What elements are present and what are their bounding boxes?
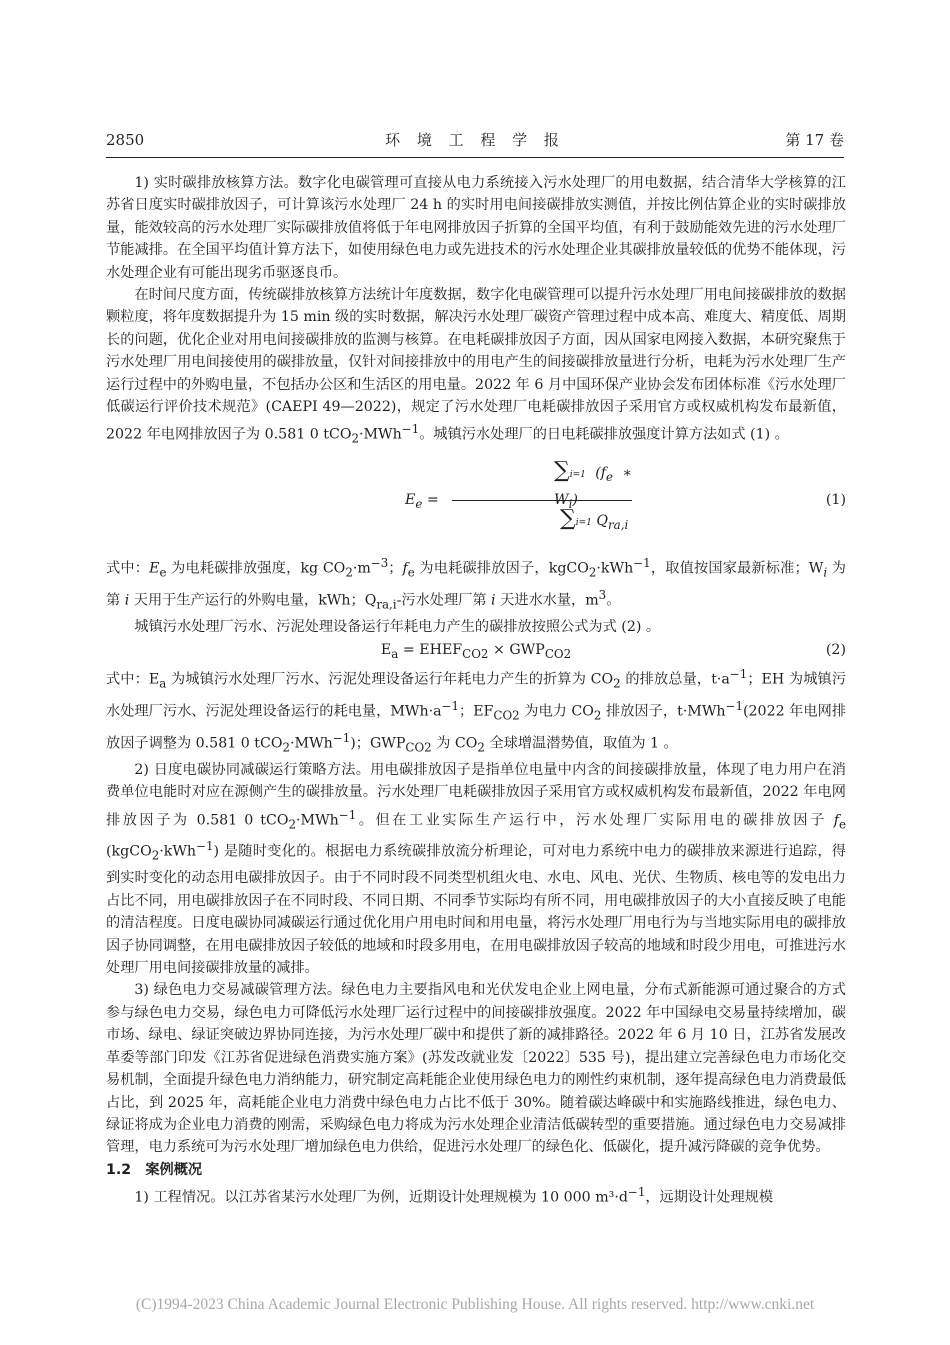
volume-label: 第 17 卷 — [785, 131, 844, 149]
journal-title: 环 境 工 程 学 报 — [385, 131, 565, 149]
paragraph-daily-strategy: 2) 日度电碳协同减碳运行策略方法。用电碳排放因子是指单位电量中内含的间接碳排放量，体现了电力用户在消费单位电能时对应在源侧产生的碳排放量。污水处理厂电耗碳排放因子采用官方或权威机构发布最新值，2022 年电网排放因子为 0.581 0 tCO$_2$·MWh$^{-1}$。但在工业实际生产运行中，污水处理厂实际用电的碳排放因子 $f_e$ (kgCO$_2$·kWh$^{-1}$) 是随时变化的。根据电力系统碳排放流分析理论，可对电力系统中电力的碳排放来源进行追踪，得到实时变化的动态用电碳排放因子。由于不同时段不同类型机组火电、水电、风电、光伏、生物质、核电等的发电出力占比不同，用电碳排放因子在不同时段、不同日期、不同季节实际均有所不同，用电碳排放因子的大小直接反映了电能的清洁程度。日度电碳协同减碳运行通过优化用户用电时间和用电量，将污水处理厂用电行为与当地实际用电的碳排放因子协同调整，在用电碳排放因子较低的地域和时段多用电，在用电碳排放因子较高的地域和时段少用电，可推进污水处理厂用电间接碳排放量的减排。 — [106, 761, 846, 977]
paragraph-project-info: 1) 工程情况。以江苏省某污水处理厂为例，近期设计处理规模为 10 000 $m^3\cdot d^{-1}$，远期设计处理规模 — [134, 1185, 774, 1206]
paragraph-eq2-intro: 城镇污水处理厂污水、污泥处理设备运行年耗电力产生的碳排放按照公式为式 (2) 。 — [134, 619, 661, 636]
copyright-footer: (C)1994-2023 China Academic Journal Electronic Publishing House. All rights reserved. http://www.cnki.net — [135, 1296, 815, 1313]
eq1-number: (1) — [825, 492, 846, 509]
paragraph-green-power: 3) 绿色电力交易减碳管理方法。绿色电力主要指风电和光伏发电企业上网电量，分布式新能源可通过聚合的方式参与绿色电力交易，绿色电力可降低污水处理厂运行过程中的间接碳排放强度。2022 年中国绿电交易量持续增加，碳市场、绿电、绿证突破边界协同连接，为污水处理厂碳中和提供了新的减排路径。2022 年 6 月 10 日，江苏省发展改革委等部门印发《江苏省促进绿色消费实施方案》(苏发改就业发〔2022〕535 号)，提出建立完善绿色电力市场化交易机制，全面提升绿色电力消纳能力，研究制定高耗能企业使用绿色电力的刚性约束机制，逐年提高绿色电力消费最低占比，到 2025 年，高耗能企业电力消费中绿色电力占比不低于 30%。随着碳达峰碳中和实施路线推进，绿色电力、绿证将成为企业电力消费的刚需，采购绿色电力将成为污水处理企业清洁低碳转型的重要措施。通过绿色电力交易减排管理，电力系统可为污水处理厂增加绿色电力供给，促进污水处理厂的绿色化、低碳化，提升减污降碳的竞争优势。 — [106, 982, 846, 1156]
paragraph-eq1-where: 式中：$E_e$ 为电耗碳排放强度，kg $CO_2\cdot m^{-3}$；$f_e$ 为电耗碳排放因子，kgCO$_2$·kWh$^{-1}$，取值按国家最新标准；$W_i$ 为第 i 天用于生产运行的外购电量，kWh；$Q_{ra,i}-$污水处理厂第 i 天进水水量，$m^3$。 — [106, 556, 846, 612]
eq1-numerator: ∑i=1 ($f_e$ ∗ $W_i$) — [554, 458, 632, 511]
page-number: 2850 — [106, 131, 145, 149]
paragraph-realtime-method: 1) 实时碳排放核算方法。数字化电碳管理可直接从电力系统接入污水处理厂的用电数据，结合清华大学核算的江苏省日度实时碳排放因子，可计算该污水处理厂 24 h 的实时用电间接碳排放实测值，并按比例估算企业的实时碳排放量，能效较高的污水处理厂实际碳排放值将低于年电网排放因子折算的全国平均值，有利于鼓励能效先进的污水处理厂节能减排。在全国平均值计算方法下，如使用绿色电力或先进技术的污水处理企业其碳排放量较低的优势不能体现，污水处理企业有可能出现劣币驱逐良币。 — [106, 175, 846, 281]
section-heading-1-2: 1.2 案例概况 — [106, 1161, 203, 1178]
equation-1 — [106, 456, 846, 546]
eq1-fraction-bar — [452, 500, 632, 501]
eq1-lhs: $E_e$ = — [405, 492, 439, 512]
running-header — [106, 128, 844, 152]
eq2-formula: $E_a$ = $EHEF_{CO2} \times GWP_{CO2}$ — [380, 641, 572, 661]
article-body — [106, 172, 846, 1209]
paragraph-eq2-where: 式中：$E_a$ 为城镇污水处理厂污水、污泥处理设备运行年耗电力产生的折算为 $CO_2$ 的排放总量，$t\cdot a^{-1}$；EH 为城镇污水处理厂污水、污泥处理设备运行的耗电量，$MWh\cdot a^{-1}$；$EF_{CO2}$ 为电力 $CO_2$ 排放因子，t·MWh$^{-1}$(2022 年电网排放因子调整为 0.581 0 tCO$_2$·MWh$^{-1}$)；$GWP_{CO2}$ 为 $CO_2$ 全球增温潜势值，取值为 1 。 — [106, 666, 847, 755]
eq1-denominator: ∑i=1 $Q_{ra,i}$ — [560, 506, 629, 533]
equation-2 — [106, 639, 846, 663]
eq2-number: (2) — [825, 641, 846, 658]
header-rule — [106, 157, 844, 158]
paragraph-time-scale: 在时间尺度方面，传统碳排放核算方法统计年度数据，数字化电碳管理可以提升污水处理厂用电间接碳排放的数据颗粒度，将年度数据提升为 15 min 级的实时数据，解决污水处理厂碳资产管理过程中成本高、难度大、精度低、周期长的问题，优化企业对用电间接碳排放的监测与核算。在电耗碳排放因子方面，因从国家电网接入数据，本研究聚焦于污水处理厂用电间接使用的碳排放量，仅针对间接排放中的用电产生的间接碳排放量进行分析，电耗为污水处理厂生产运行过程中的外购电量，不包括办公区和生活区的用电量。2022 年 6 月中国环保产业协会发布团体标准《污水处理厂低碳运行评价技术规范》(CAEPI 49—2022)，规定了污水处理厂电耗碳排放因子采用官方或权威机构发布最新值，2022 年电网排放因子为 0.581 0 tCO$_2$·MWh$^{-1}$。城镇污水处理厂的日电耗碳排放强度计算方法如式 (1) 。 — [106, 287, 846, 447]
